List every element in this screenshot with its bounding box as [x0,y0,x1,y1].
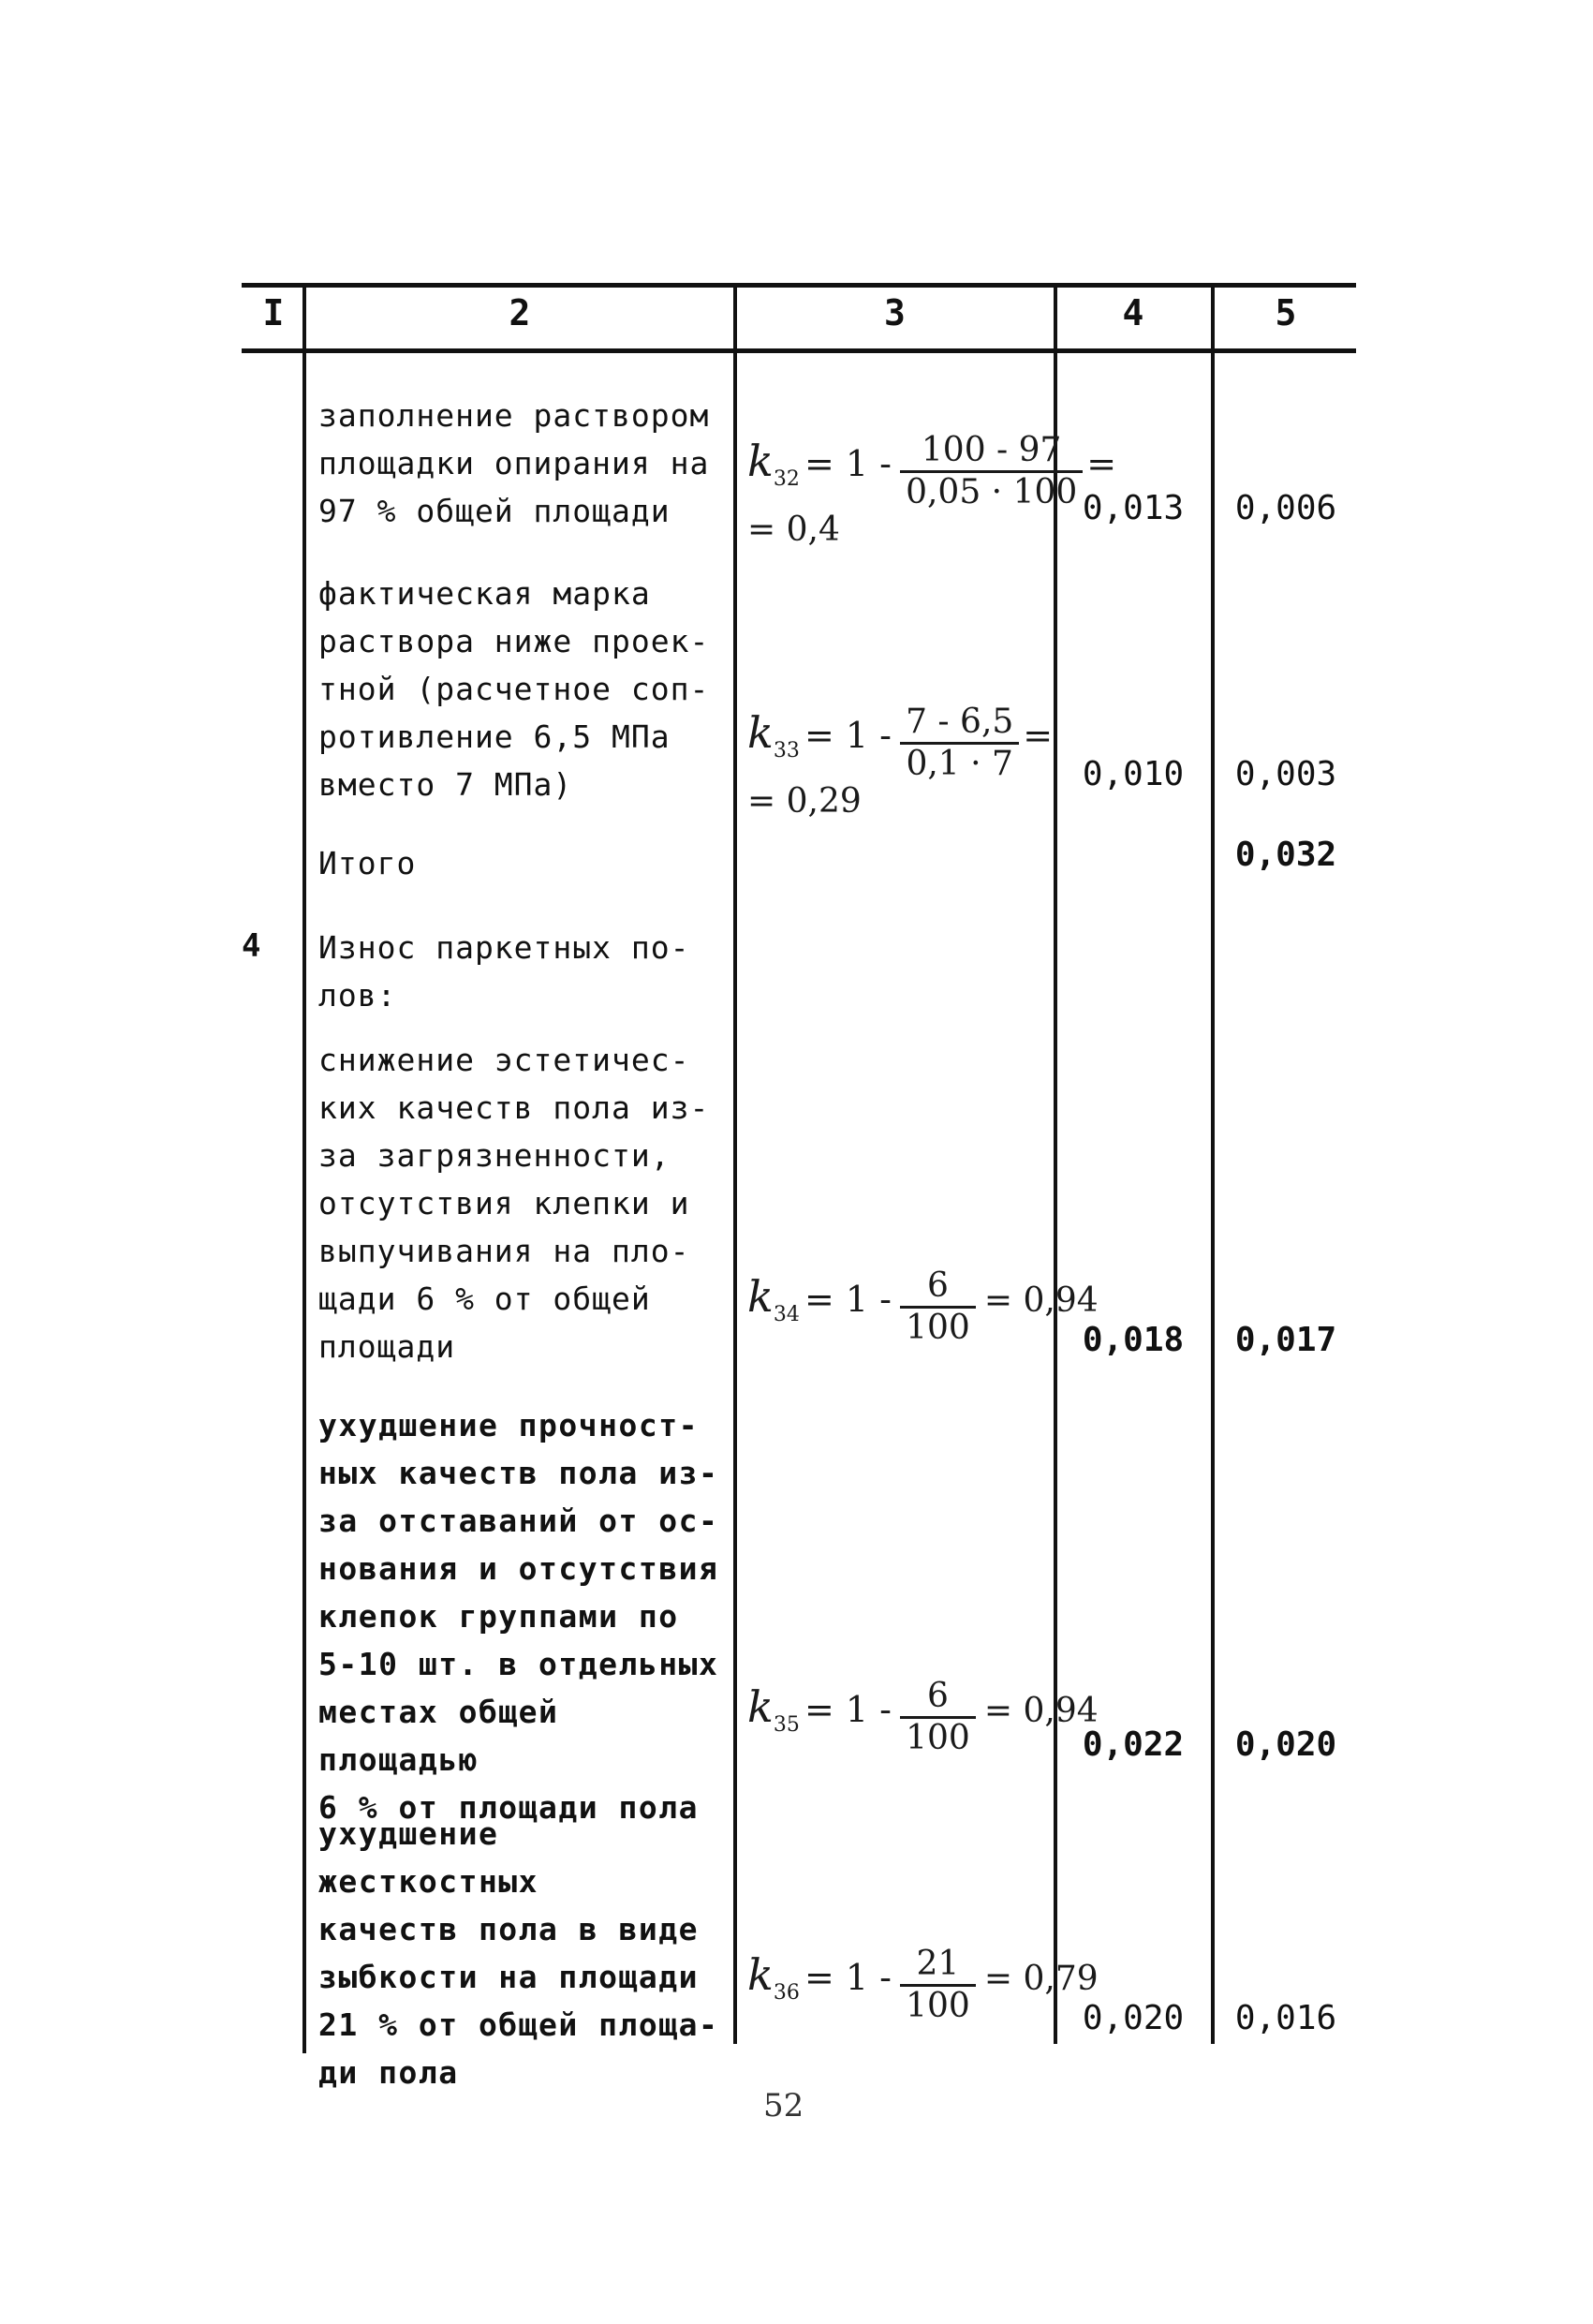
total-value: 0,032 [1234,836,1337,874]
header-col-3: 3 [884,292,906,333]
row-value-col5: 0,017 [1234,1321,1337,1359]
header-col-5: 5 [1275,292,1297,333]
row-description: снижение эстетичес- ких качеств пола из- за загрязненности, отсутствия клепки и выпучивания на пло- щади 6 % от общей площади [318,1042,710,1365]
row-value-col4: 0,022 [1082,1725,1185,1764]
row-value-col5: 0,003 [1234,755,1337,793]
row-value-col4: 0,020 [1082,1999,1185,2037]
row-value-col5: 0,006 [1234,489,1337,527]
row-value-col4: 0,013 [1082,489,1185,527]
row-value-col4: 0,010 [1082,755,1185,793]
header-col-4: 4 [1122,292,1144,333]
formula-k35: k35 = 1 - $\frac{6}{100}$ = 0,94 [747,1677,1099,1757]
row-value-col5: 0,020 [1234,1725,1337,1764]
section-title: Износ паркетных по- лов: [318,929,690,1014]
row-value-col5: 0,016 [1234,1999,1337,2037]
column-divider-2 [733,283,737,2044]
column-divider-4 [1211,283,1215,2044]
row-description: ухудшение жесткостных качеств пола в виде зыбкости на площади 21 % от общей площа- ди пола [318,1815,719,2091]
row-value-col4: 0,018 [1082,1321,1185,1359]
column-divider-1 [302,283,306,2053]
formula-k34: k34 = 1 - $\frac{6}{100}$ = 0,94 [747,1266,1099,1347]
row-description: ухудшение прочност- ных качеств пола из- за отставаний от ос- нования и отсутствия клепок группами по 5-10 шт. в отдельных местах общей площадью 6 % от площади пола [318,1407,719,1826]
page-number: 52 [763,2087,804,2124]
row-description: фактическая марка раствора ниже проек- тной (расчетное соп- ротивление 6,5 МПа вместо 7 МПа) [318,575,710,803]
row-description: заполнение раствором площадки опирания на 97 % общей площади [318,397,710,529]
row-number: 4 [242,927,261,965]
header-col-2: 2 [509,292,531,333]
formula-k32: k32 = 1 - $\frac{100 - 97}{0,05 \cdot 100}$ = = 0,4 [747,431,1117,549]
table-header-rule [242,348,1356,353]
total-label: Итого [318,845,417,881]
formula-k33: k33 = 1 - $\frac{7 - 6,5}{0,1 \cdot 7}$ = = 0,29 [747,703,1054,821]
table-top-rule [242,283,1356,288]
formula-k36: k36 = 1 - $\frac{21}{100}$ = 0,79 [747,1945,1099,2025]
header-col-1: I [262,292,285,333]
